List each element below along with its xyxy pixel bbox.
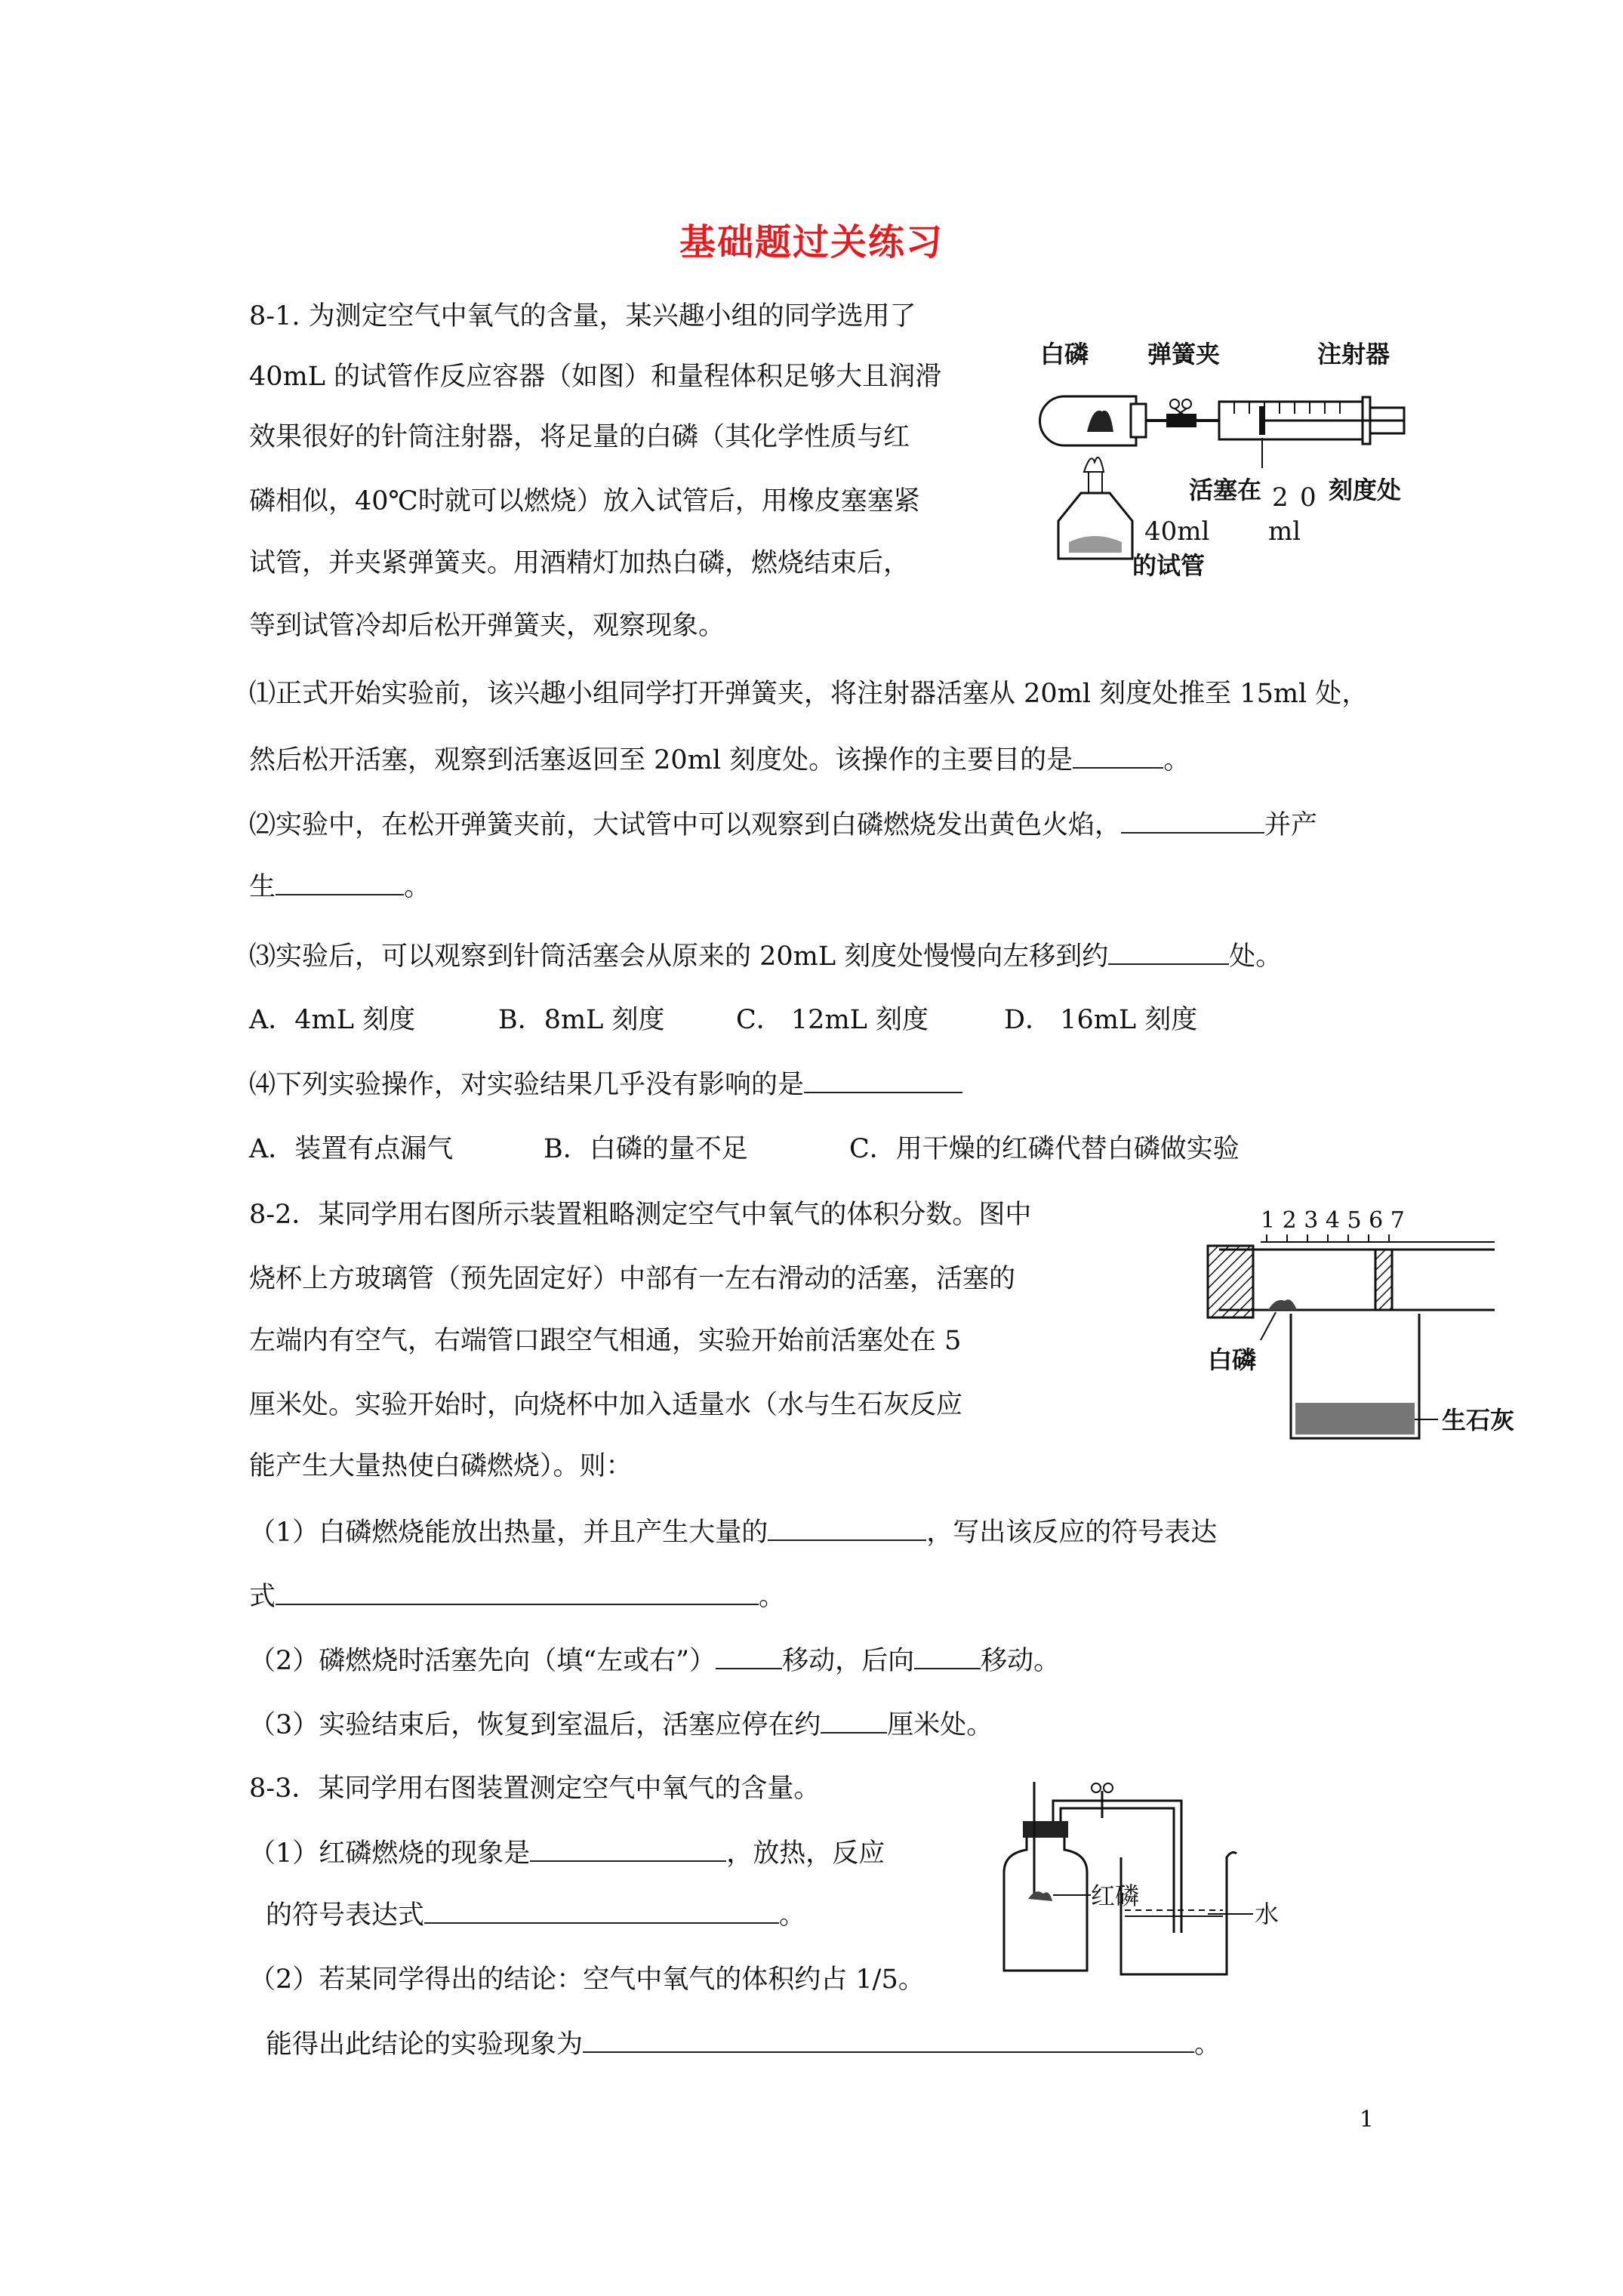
q81-line-1: 8-1. 为测定空气中氧气的含量，某兴趣小组的同学选用了 xyxy=(249,301,916,331)
q83-part2-text2: 能得出此结论的实验现象为 xyxy=(266,2029,584,2060)
q83-part2-line1: （2）若某同学得出的结论：空气中氧气的体积约占 1/5。 xyxy=(249,1965,925,1995)
q82-part1-blank1[interactable] xyxy=(768,1514,926,1541)
q81-part4-line xyxy=(249,1066,962,1103)
q82-part1-text2: 式 xyxy=(249,1582,276,1612)
q82-part3-text-b: 厘米处。 xyxy=(887,1710,993,1740)
q83-stopper xyxy=(1023,1821,1068,1838)
q82-part1-text-end: ，写出该反应的符号表达 xyxy=(926,1518,1218,1548)
q81-part1-blank[interactable] xyxy=(1073,741,1163,769)
q83-part1-text: （1）红磷燃烧的现象是 xyxy=(249,1838,531,1869)
q82-part3-line xyxy=(249,1706,993,1743)
q82-fig-label-lime: 生石灰 xyxy=(1442,1406,1515,1435)
q83-flask xyxy=(1004,1835,1087,1971)
q81-part4-option-a[interactable]: A．装置有点漏气 xyxy=(249,1134,454,1164)
q83-part1-blank1[interactable] xyxy=(530,1835,726,1862)
q82-phosphorus xyxy=(1268,1299,1297,1310)
q81-fig-label-syringe: 注射器 xyxy=(1317,340,1390,368)
page-title: 基础题过关练习 xyxy=(679,221,944,264)
q83-part2-line2 xyxy=(266,2026,1221,2063)
q82-figure xyxy=(1178,1200,1515,1457)
q81-part4-text: ⑷下列实验操作，对实验结果几乎没有影响的是 xyxy=(249,1070,805,1100)
q81-part4-option-b[interactable]: B．白磷的量不足 xyxy=(544,1134,748,1164)
q82-part1-period: 。 xyxy=(759,1582,786,1612)
q82-fig-scale: 1 2 3 4 5 6 7 xyxy=(1261,1207,1405,1234)
q81-part2-blank2[interactable] xyxy=(276,868,404,895)
q81-line-4: 磷相似，40℃时就可以燃烧）放入试管后，用橡皮塞塞紧 xyxy=(249,486,920,516)
q81-part3-option-d[interactable]: D． 16mL 刻度 xyxy=(1004,1005,1198,1035)
q82-part2-line xyxy=(249,1642,1060,1679)
q82-part3-text-a: （3）实验结束后，恢复到室温后，活塞应停在约 xyxy=(249,1710,821,1740)
q82-fig-label-phosphorus: 白磷 xyxy=(1208,1345,1257,1374)
q81-part2-text-end: 并产 xyxy=(1264,810,1318,840)
q81-figure xyxy=(1019,332,1412,596)
q81-part4-blank[interactable] xyxy=(804,1066,962,1093)
q83-red-phosphorus xyxy=(1028,1891,1052,1901)
q82-line-5: 能产生大量热使白磷燃烧）。则： xyxy=(249,1451,633,1481)
q81-plunger xyxy=(1259,406,1265,435)
q83-part2-blank[interactable] xyxy=(583,2026,1194,2053)
page-number: 1 xyxy=(1359,2106,1374,2133)
q81-stopper xyxy=(1131,404,1146,437)
q82-quicklime xyxy=(1295,1403,1415,1435)
q81-fig-label-piston: 活塞在 xyxy=(1189,476,1262,504)
q83-part1-line2 xyxy=(266,1897,805,1934)
q81-line-3: 效果很好的针筒注射器，将足量的白磷（其化学性质与红 xyxy=(249,422,910,452)
q81-part2-period: 。 xyxy=(404,872,431,902)
q82-part3-blank[interactable] xyxy=(821,1706,887,1734)
q83-part1-text-end: ，放热，反应 xyxy=(726,1838,885,1869)
q82-part2-text-b: 移动，后向 xyxy=(782,1646,915,1676)
q82-part1-text: （1）白磷燃烧能放出热量，并且产生大量的 xyxy=(249,1518,768,1548)
q81-part2-blank1[interactable] xyxy=(1121,806,1264,834)
q83-part1-line1 xyxy=(249,1835,885,1872)
q82-line-4: 厘米处。实验开始时，向烧杯中加入适量水（水与生石灰反应 xyxy=(249,1390,963,1420)
q81-fig-label-phosphorus: 白磷 xyxy=(1040,340,1089,368)
q82-part1-line2 xyxy=(249,1578,785,1615)
q82-piston xyxy=(1375,1250,1392,1310)
q81-part2-text: ⑵实验中，在松开弹簧夹前，大试管中可以观察到白磷燃烧发出黄色火焰， xyxy=(249,810,1122,840)
q81-part1-period: 。 xyxy=(1163,745,1190,775)
q81-part3-option-a[interactable]: A．4mL 刻度 xyxy=(249,1005,416,1035)
q81-fig-label-ml: ml xyxy=(1268,516,1301,547)
q81-part3-line xyxy=(249,938,1282,975)
q81-line-6: 等到试管冷却后松开弹簧夹，观察现象。 xyxy=(249,611,725,641)
q82-part2-text-a: （2）磷燃烧时活塞先向（填“左或右”） xyxy=(249,1646,716,1676)
q83-intro: 8-3．某同学用右图装置测定空气中氧气的含量。 xyxy=(249,1774,821,1804)
q81-part4-option-c[interactable]: C．用干燥的红磷代替白磷做实验 xyxy=(849,1134,1240,1164)
q83-part1-text2: 的符号表达式 xyxy=(266,1900,425,1931)
q81-fig-label-0: 0 xyxy=(1300,482,1317,513)
q81-part3-text-end: 处。 xyxy=(1229,942,1283,972)
q81-phosphorus xyxy=(1087,411,1113,432)
q81-fig-label-clip: 弹簧夹 xyxy=(1147,340,1221,368)
q81-part2-line2 xyxy=(249,868,430,905)
q82-part1-line1 xyxy=(249,1514,1217,1551)
q83-fig-label-water: 水 xyxy=(1255,1900,1280,1928)
q81-fig-label-2: 2 xyxy=(1272,482,1289,513)
q81-part1-text: 然后松开活塞，观察到活塞返回至 20ml 刻度处。该操作的主要目的是 xyxy=(249,745,1073,775)
q81-part2-text2: 生 xyxy=(249,872,276,902)
q81-spring-clip xyxy=(1166,399,1196,427)
q81-part1-line1: ⑴正式开始实验前，该兴趣小组同学打开弹簧夹，将注射器活塞从 20ml 刻度处推至 15ml 处， xyxy=(249,679,1369,709)
q83-figure xyxy=(996,1774,1313,1978)
q83-part2-period: 。 xyxy=(1194,2029,1221,2060)
q82-part1-blank2[interactable] xyxy=(276,1578,759,1605)
q81-line-5: 试管，并夹紧弹簧夹。用酒精灯加热白磷，燃烧结束后， xyxy=(249,548,910,578)
q81-fig-label-scale: 刻度处 xyxy=(1329,476,1402,504)
q82-part2-blank2[interactable] xyxy=(914,1642,981,1669)
q82-part2-text-c: 移动。 xyxy=(981,1646,1061,1676)
q81-part3-text: ⑶实验后，可以观察到针筒活塞会从原来的 20mL 刻度处慢慢向左移到约 xyxy=(249,942,1109,972)
q81-test-tube xyxy=(1040,396,1137,445)
q81-fig-label-tube: 的试管 xyxy=(1132,551,1206,580)
q81-fig-label-tube-volume: 40ml xyxy=(1144,516,1210,547)
q82-line-3: 左端内有空气，右端管口跟空气相通，实验开始前活塞处在 5 xyxy=(249,1326,962,1356)
q82-line-1: 8-2．某同学用右图所示装置粗略测定空气中氧气的体积分数。图中 xyxy=(249,1200,1032,1230)
q81-part1-line2 xyxy=(249,741,1190,778)
q82-part2-blank1[interactable] xyxy=(716,1642,782,1669)
q81-part3-blank[interactable] xyxy=(1108,938,1229,965)
q83-fig-label-red-phosphorus: 红磷 xyxy=(1091,1881,1140,1910)
q81-part3-option-c[interactable]: C． 12mL 刻度 xyxy=(736,1005,929,1035)
q83-part1-blank2[interactable] xyxy=(424,1897,779,1924)
q82-line-2: 烧杯上方玻璃管（预先固定好）中部有一左右滑动的活塞，活塞的 xyxy=(249,1264,1016,1294)
q81-line-2: 40mL 的试管作反应容器（如图）和量程体积足够大且润滑 xyxy=(249,362,942,392)
q83-part1-period: 。 xyxy=(779,1900,806,1931)
q82-left-stopper xyxy=(1208,1246,1253,1318)
q81-part2-line1 xyxy=(249,806,1317,843)
q81-alcohol-lamp xyxy=(1058,458,1132,559)
q81-part3-option-b[interactable]: B．8mL 刻度 xyxy=(498,1005,665,1035)
